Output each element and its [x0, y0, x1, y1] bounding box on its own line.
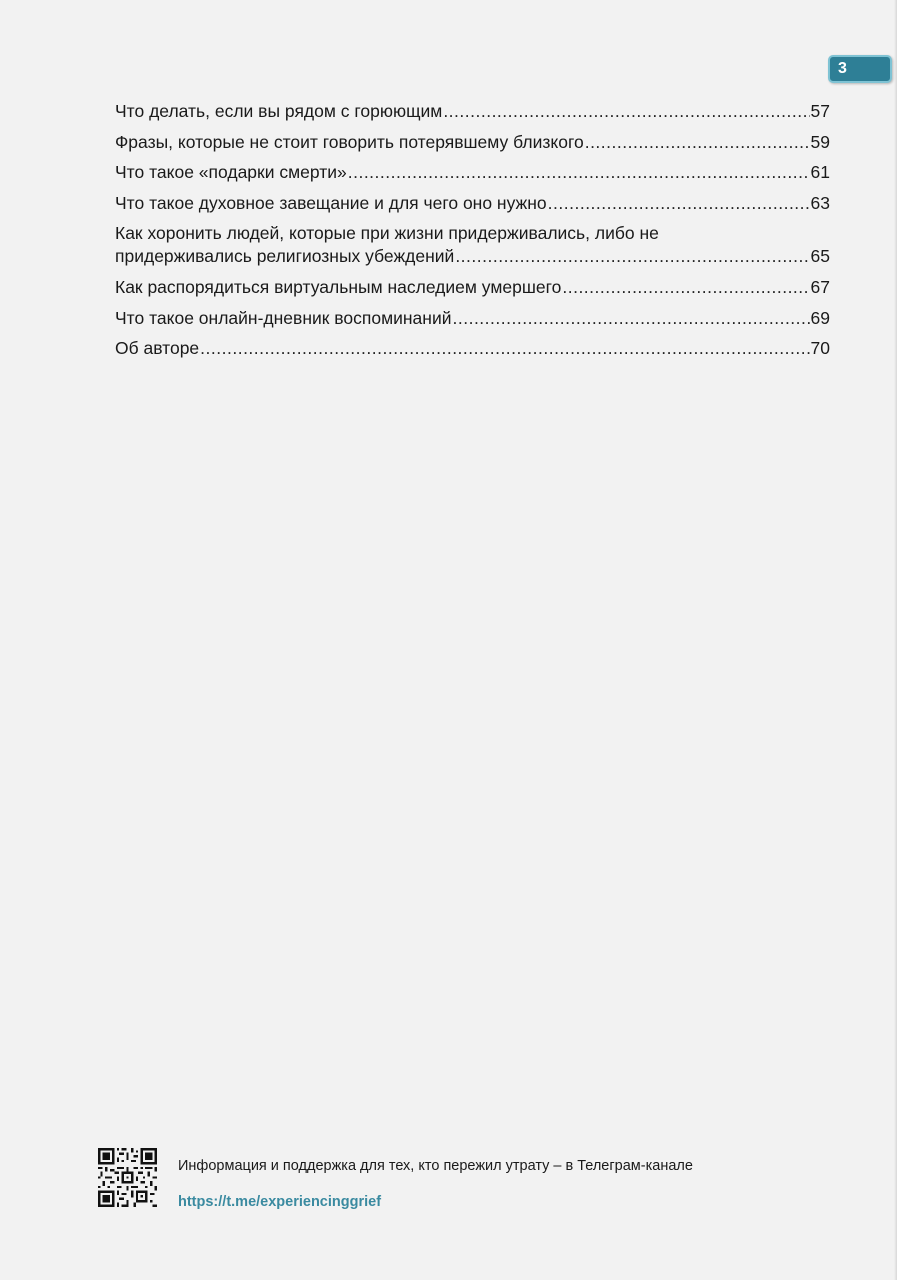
- toc-entry-page: 70: [810, 338, 830, 359]
- toc-entry-second-line: [115, 245, 830, 268]
- toc-entry-title: Фразы, которые не стоит говорить потерявшему близкого: [115, 131, 584, 152]
- toc-entry[interactable]: [115, 131, 830, 154]
- footer-info-text: Информация и поддержка для тех, кто пережил утрату – в Телеграм-канале: [178, 1158, 693, 1174]
- toc-entry[interactable]: [115, 161, 830, 184]
- toc-entry-title-line2: придерживались религиозных убеждений: [115, 246, 455, 267]
- toc-leader-dots: [348, 161, 810, 184]
- toc-entry-title: Что такое онлайн-дневник воспоминаний: [115, 307, 452, 328]
- toc-entry[interactable]: [115, 307, 830, 330]
- toc-entry[interactable]: [115, 276, 830, 299]
- toc-entry-page: 59: [810, 131, 830, 152]
- toc-entry-title: Что такое «подарки смерти»: [115, 162, 347, 183]
- telegram-channel-link[interactable]: https://t.me/experiencinggrief: [178, 1194, 382, 1210]
- toc-entry-page: 65: [810, 246, 830, 267]
- qr-code-icon[interactable]: [98, 1148, 157, 1207]
- toc-entry-page: 63: [810, 192, 830, 213]
- toc-entry-title: Что делать, если вы рядом с горюющим: [115, 101, 443, 121]
- toc-entry[interactable]: [115, 192, 830, 215]
- toc-leader-dots: [443, 100, 809, 123]
- toc-entry[interactable]: [115, 337, 830, 360]
- table-of-contents: [115, 100, 830, 368]
- toc-leader-dots: [562, 276, 809, 299]
- toc-entry[interactable]: [115, 222, 830, 268]
- toc-entry-page: 61: [810, 162, 830, 183]
- toc-entry-title-line1: Как хоронить людей, которые при жизни придерживались, либо не: [115, 223, 659, 244]
- toc-entry-title: Что такое духовное завещание и для чего оно нужно: [115, 192, 547, 213]
- toc-entry-page: 67: [810, 276, 830, 297]
- toc-leader-dots: [455, 245, 809, 268]
- toc-leader-dots: [200, 337, 809, 360]
- page-number-badge: [828, 55, 892, 83]
- toc-entry-title: Об авторе: [115, 338, 200, 359]
- page-number: 3: [838, 60, 847, 77]
- toc-leader-dots: [453, 307, 810, 330]
- toc-entry-page: 57: [810, 101, 830, 121]
- toc-leader-dots: [585, 131, 810, 154]
- toc-entry-title: Как распорядиться виртуальным наследием умершего: [115, 276, 562, 297]
- toc-entry-page: 69: [810, 307, 830, 328]
- toc-entry[interactable]: [115, 100, 830, 123]
- toc-leader-dots: [548, 192, 810, 215]
